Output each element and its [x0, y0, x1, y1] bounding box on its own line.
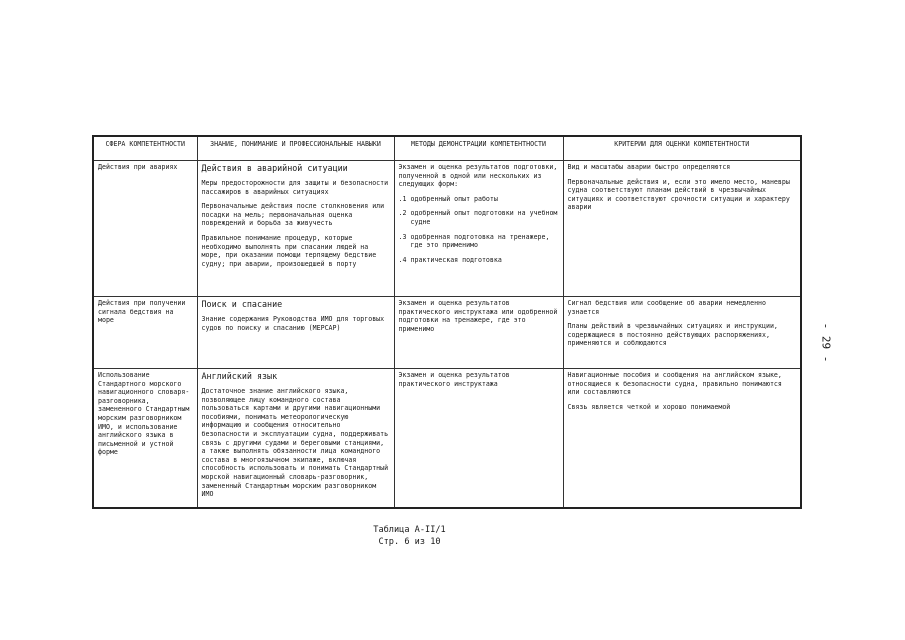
method-number: .4	[398, 255, 407, 264]
knowledge-cell	[197, 161, 394, 297]
method-item	[399, 233, 559, 250]
competence-table	[92, 135, 802, 509]
page-number: - 29 -	[819, 322, 833, 363]
table-row	[93, 297, 801, 369]
knowledge-paragraph: Меры предосторожности для защиты и безопасности пассажиров в аварийных ситуациях	[201, 179, 389, 196]
table-header-row	[93, 136, 801, 161]
header-knowledge: ЗНАНИЕ, ПОНИМАНИЕ И ПРОФЕССИОНАЛЬНЫЕ НАВЫКИ	[197, 136, 394, 161]
criteria-paragraph: Вид и масштабы аварии быстро определяются	[567, 163, 731, 171]
knowledge-paragraph: Достаточное знание английского языка, позволяющее лицу командного состава пользоваться картами и другими навигационными пособиями, понимать метеорологическую информацию и сообщения относительно безопасности и эксплуатации судна, поддерживать связь с другими судами и береговыми станциями, а также выполнять обязанности лица командного состава в многоязычном экипаже, включая способность использовать и понимать Стандартный морской навигационный словарь-разговорник, замененный Стандартным морским разговорником ИМО	[201, 387, 389, 499]
methods-cell	[394, 161, 563, 297]
competence-cell: Действия при получении сигнала бедствия на море	[93, 297, 197, 369]
method-number: .1	[398, 194, 407, 203]
knowledge-paragraph: Знание содержания Руководства ИМО для торговых судов по поиску и спасанию (МЕРСАР)	[201, 315, 385, 332]
method-text: одобренная подготовка на тренажере, где это применимо	[410, 232, 550, 250]
knowledge-title: Действия в аварийной ситуации	[201, 163, 348, 173]
methods-intro: Экзамен и оценка результатов подготовки, полученной в одной или нескольких из следующих форм:	[398, 163, 558, 189]
table-row	[93, 369, 801, 508]
criteria-paragraph: Планы действий в чрезвычайных ситуациях и инструкции, содержащиеся в постоянно действующих распоряжениях, применяются и соблюдаются	[567, 322, 778, 348]
criteria-paragraph: Связь является четкой и хорошо понимаемой	[567, 402, 731, 411]
criteria-paragraph: Сигнал бедствия или сообщение об аварии немедленно узнается	[567, 299, 766, 316]
knowledge-title: Поиск и спасание	[201, 299, 283, 309]
methods-intro: Экзамен и оценка результатов практического инструктажа	[398, 371, 510, 388]
knowledge-cell	[197, 297, 394, 369]
criteria-cell	[563, 161, 801, 297]
method-number: .2	[398, 209, 407, 218]
knowledge-cell	[197, 369, 394, 508]
header-methods: МЕТОДЫ ДЕМОНСТРАЦИИ КОМПЕТЕНТНОСТИ	[394, 136, 563, 161]
table-row	[93, 161, 801, 297]
header-competence: СФЕРА КОМПЕТЕНТНОСТИ	[93, 136, 197, 161]
knowledge-title: Английский язык	[201, 371, 278, 381]
criteria-cell	[563, 297, 801, 369]
method-text: практическая подготовка	[410, 255, 502, 264]
methods-intro: Экзамен и оценка результатов практического инструктажа или одобренной подготовки на тренажере, где это применимо	[398, 299, 558, 333]
criteria-paragraph: Первоначальные действия и, если это имело место, маневры судна соответствуют планам действий в чрезвычайных ситуациях и соответствуют срочности ситуации и характеру аварии	[567, 177, 790, 212]
knowledge-paragraph: Правильное понимание процедур, которые необходимо выполнять при спасании людей на море, при оказании помощи терпящему бедствие судну; при аварии, произошедшей в порту	[201, 233, 377, 268]
criteria-paragraph: Навигационные пособия и сообщения на английском языке, относящиеся к безопасности судна, правильно понимаются или составляются	[567, 371, 782, 397]
competence-cell: Действия при авариях	[93, 161, 197, 297]
method-item	[399, 209, 559, 226]
methods-cell	[394, 369, 563, 508]
header-criteria: КРИТЕРИИ ДЛЯ ОЦЕНКИ КОМПЕТЕНТНОСТИ	[563, 136, 801, 161]
knowledge-paragraph: Первоначальные действия после столкновения или посадки на мель; первоначальная оценка повреждений и борьба за живучесть	[201, 202, 385, 228]
competence-cell: Использование Стандартного морского навигационного словаря-разговорника, замененного Стандартным морским разговорником ИМО, и использование английского языка в письменной и устной форме	[93, 369, 197, 508]
page-reference: Стр. 6 из 10	[378, 537, 441, 547]
method-text: одобренный опыт работы	[410, 194, 498, 203]
table-reference: Таблица A-II/1	[373, 525, 446, 535]
method-text: одобренный опыт подготовки на учебном судне	[410, 209, 558, 226]
criteria-cell	[563, 369, 801, 508]
method-item	[399, 256, 559, 265]
method-item	[399, 195, 559, 204]
method-number: .3	[398, 232, 407, 241]
methods-cell	[394, 297, 563, 369]
